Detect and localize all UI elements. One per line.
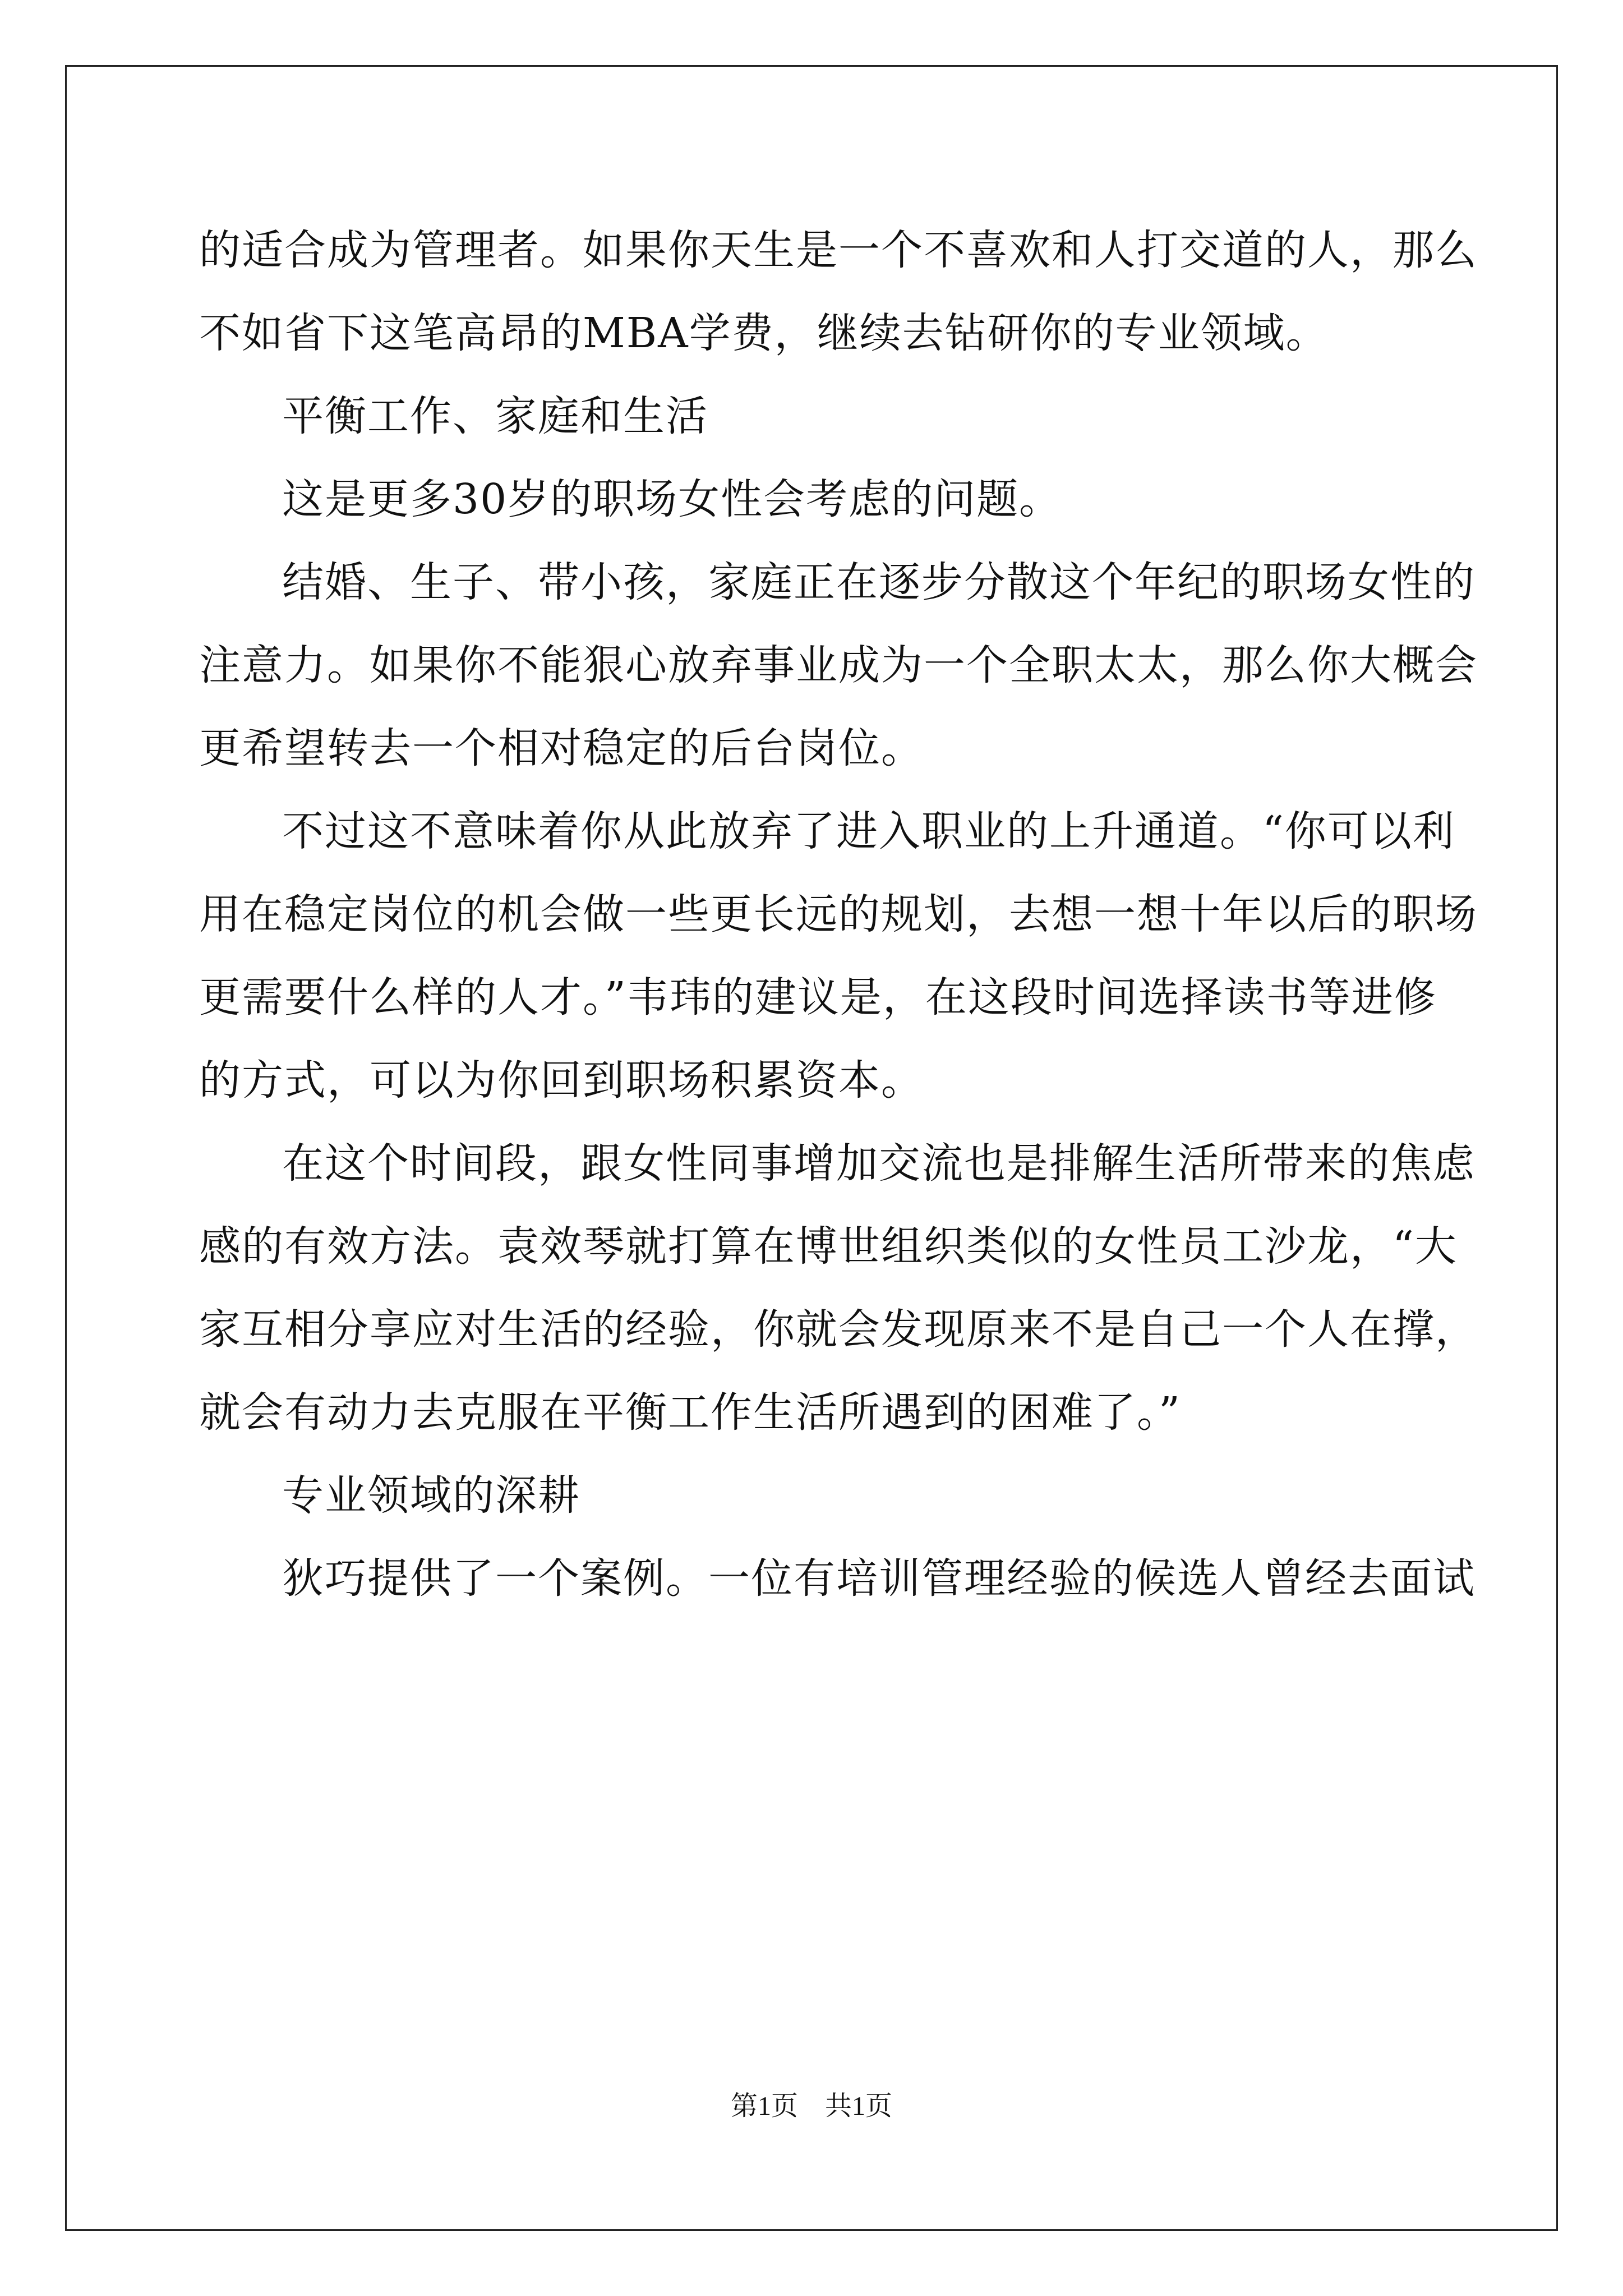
text-line: 狄巧提供了一个案例。一位有培训管理经验的候选人曾经去面试 <box>282 1554 1476 1603</box>
text-line: 更需要什么样的人才。”韦玮的建议是，在这段时间选择读书等进修 <box>199 973 1437 1022</box>
text-line: 不过这不意味着你从此放弃了进入职业的上升通道。“你可以利 <box>282 807 1455 855</box>
text-line: 的方式，可以为你回到职场积累资本。 <box>199 1056 924 1105</box>
text-line: 家互相分享应对生活的经验，你就会发现原来不是自己一个人在撑， <box>199 1305 1478 1354</box>
text-line: 结婚、生子、带小孩，家庭正在逐步分散这个年纪的职场女性的 <box>282 558 1476 606</box>
text-line: 在这个时间段，跟女性同事增加交流也是排解生活所带来的焦虑 <box>282 1139 1476 1188</box>
text-line: 注意力。如果你不能狠心放弃事业成为一个全职太太，那么你大概会 <box>199 641 1478 689</box>
text-line: 这是更多30岁的职场女性会考虑的问题。 <box>282 475 1062 523</box>
text-line: 就会有动力去克服在平衡工作生活所遇到的困难了。” <box>199 1388 1181 1437</box>
text-line: 更希望转去一个相对稳定的后台岗位。 <box>199 724 924 772</box>
text-line: 用在稳定岗位的机会做一些更长远的规划，去想一想十年以后的职场 <box>199 890 1478 938</box>
text-line: 不如省下这笔高昂的MBA学费，继续去钻研你的专业领域。 <box>199 309 1329 357</box>
section-heading: 专业领域的深耕 <box>282 1471 580 1520</box>
page-number-footer: 第1页 共1页 <box>730 2091 892 2121</box>
text-line: 的适合成为管理者。如果你天生是一个不喜欢和人打交道的人，那么 <box>199 226 1478 274</box>
text-line: 感的有效方法。袁效琴就打算在博世组织类似的女性员工沙龙，“大 <box>199 1222 1458 1271</box>
document-body <box>199 209 1478 1620</box>
section-heading: 平衡工作、家庭和生活 <box>282 392 708 440</box>
